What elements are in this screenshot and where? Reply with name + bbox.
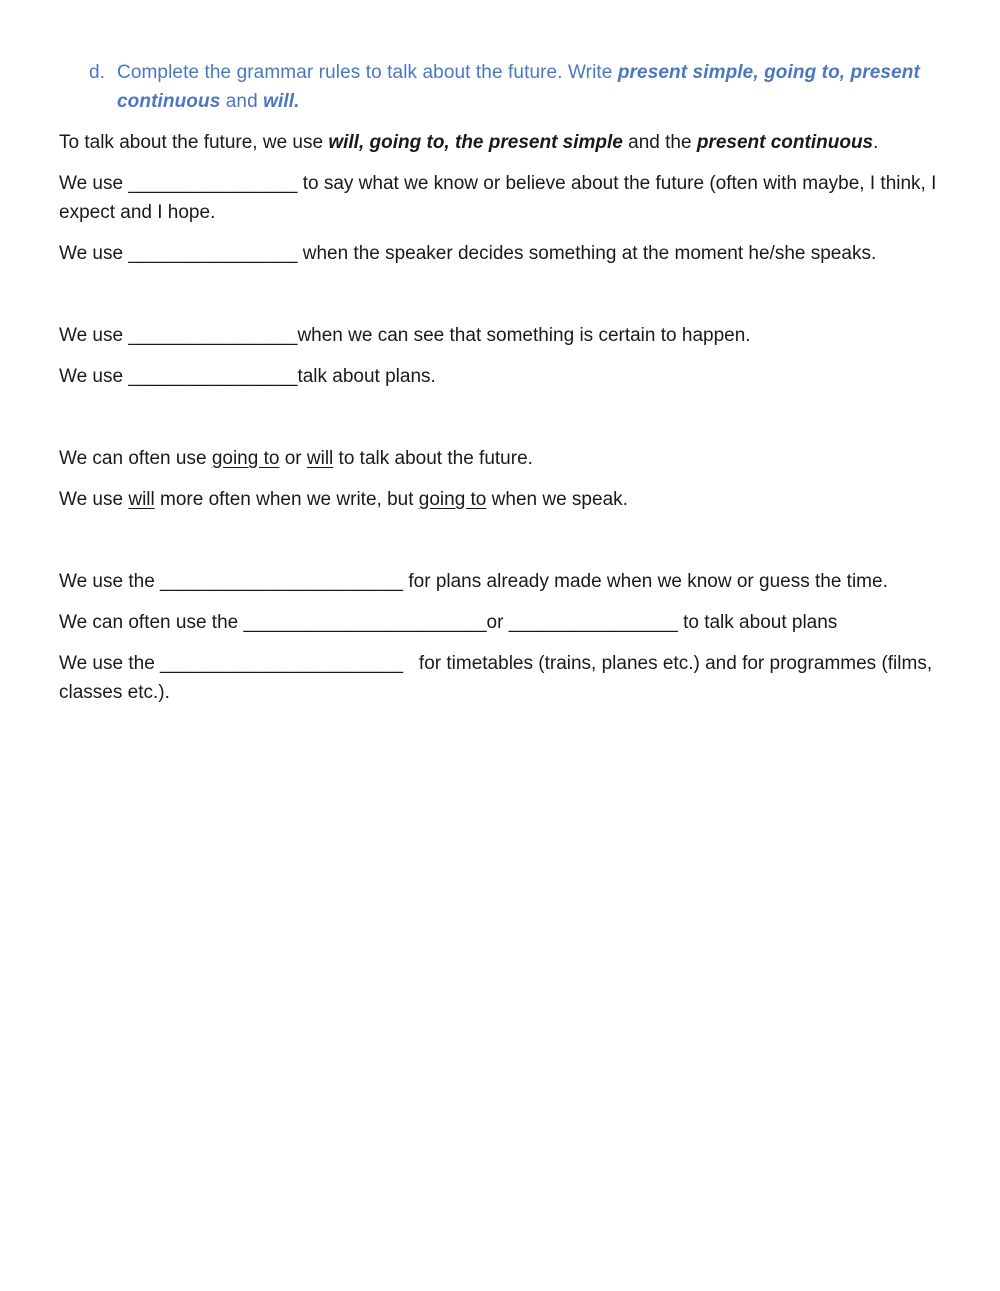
answer-blank-8[interactable]: _______________________	[160, 653, 404, 674]
answer-blank-5[interactable]: _______________________	[160, 571, 404, 592]
answer-blank-7[interactable]: ________________	[508, 612, 678, 633]
worksheet-page	[59, 58, 939, 719]
list-marker: d.	[88, 62, 105, 83]
answer-blank-2[interactable]: ________________	[128, 243, 298, 264]
intro-paragraph: To talk about the future, we use will, going to, the present simple and the present continuous.	[59, 132, 879, 153]
answer-blank-4[interactable]: ________________	[128, 366, 298, 387]
rule-4: We use ________________talk about plans.	[59, 366, 436, 387]
spacer	[59, 280, 939, 321]
answer-blank-3[interactable]: ________________	[128, 325, 298, 346]
rule-1: We use ________________ to say what we know or believe about the future (often with maybe, I think, I expect and I hope.	[59, 173, 937, 223]
instruction-item	[59, 58, 939, 116]
rule-2: We use ________________ when the speaker decides something at the moment he/she speaks.	[59, 243, 877, 264]
rule-7: We use the _______________________ for timetables (trains, planes etc.) and for programmes (films, classes etc.).	[59, 653, 938, 703]
rule-3: We use ________________when we can see that something is certain to happen.	[59, 325, 751, 346]
instruction-terms: present simple, going to, present continuous	[117, 62, 920, 112]
instruction-text: Complete the grammar rules to talk about the future. Write present simple, going to, present continuous and will.	[117, 62, 920, 112]
answer-blank-1[interactable]: ________________	[128, 173, 298, 194]
note-1: We can often use going to or will to talk about the future.	[59, 448, 533, 469]
spacer	[59, 403, 939, 444]
rule-6: We can often use the _______________________or ________________ to talk about plans	[59, 612, 838, 633]
spacer	[59, 526, 939, 567]
rule-5: We use the _______________________ for plans already made when we know or guess the time.	[59, 571, 888, 592]
instruction-will: will.	[263, 91, 300, 112]
answer-blank-6[interactable]: _______________________	[243, 612, 487, 633]
note-2: We use will more often when we write, but going to when we speak.	[59, 489, 628, 510]
